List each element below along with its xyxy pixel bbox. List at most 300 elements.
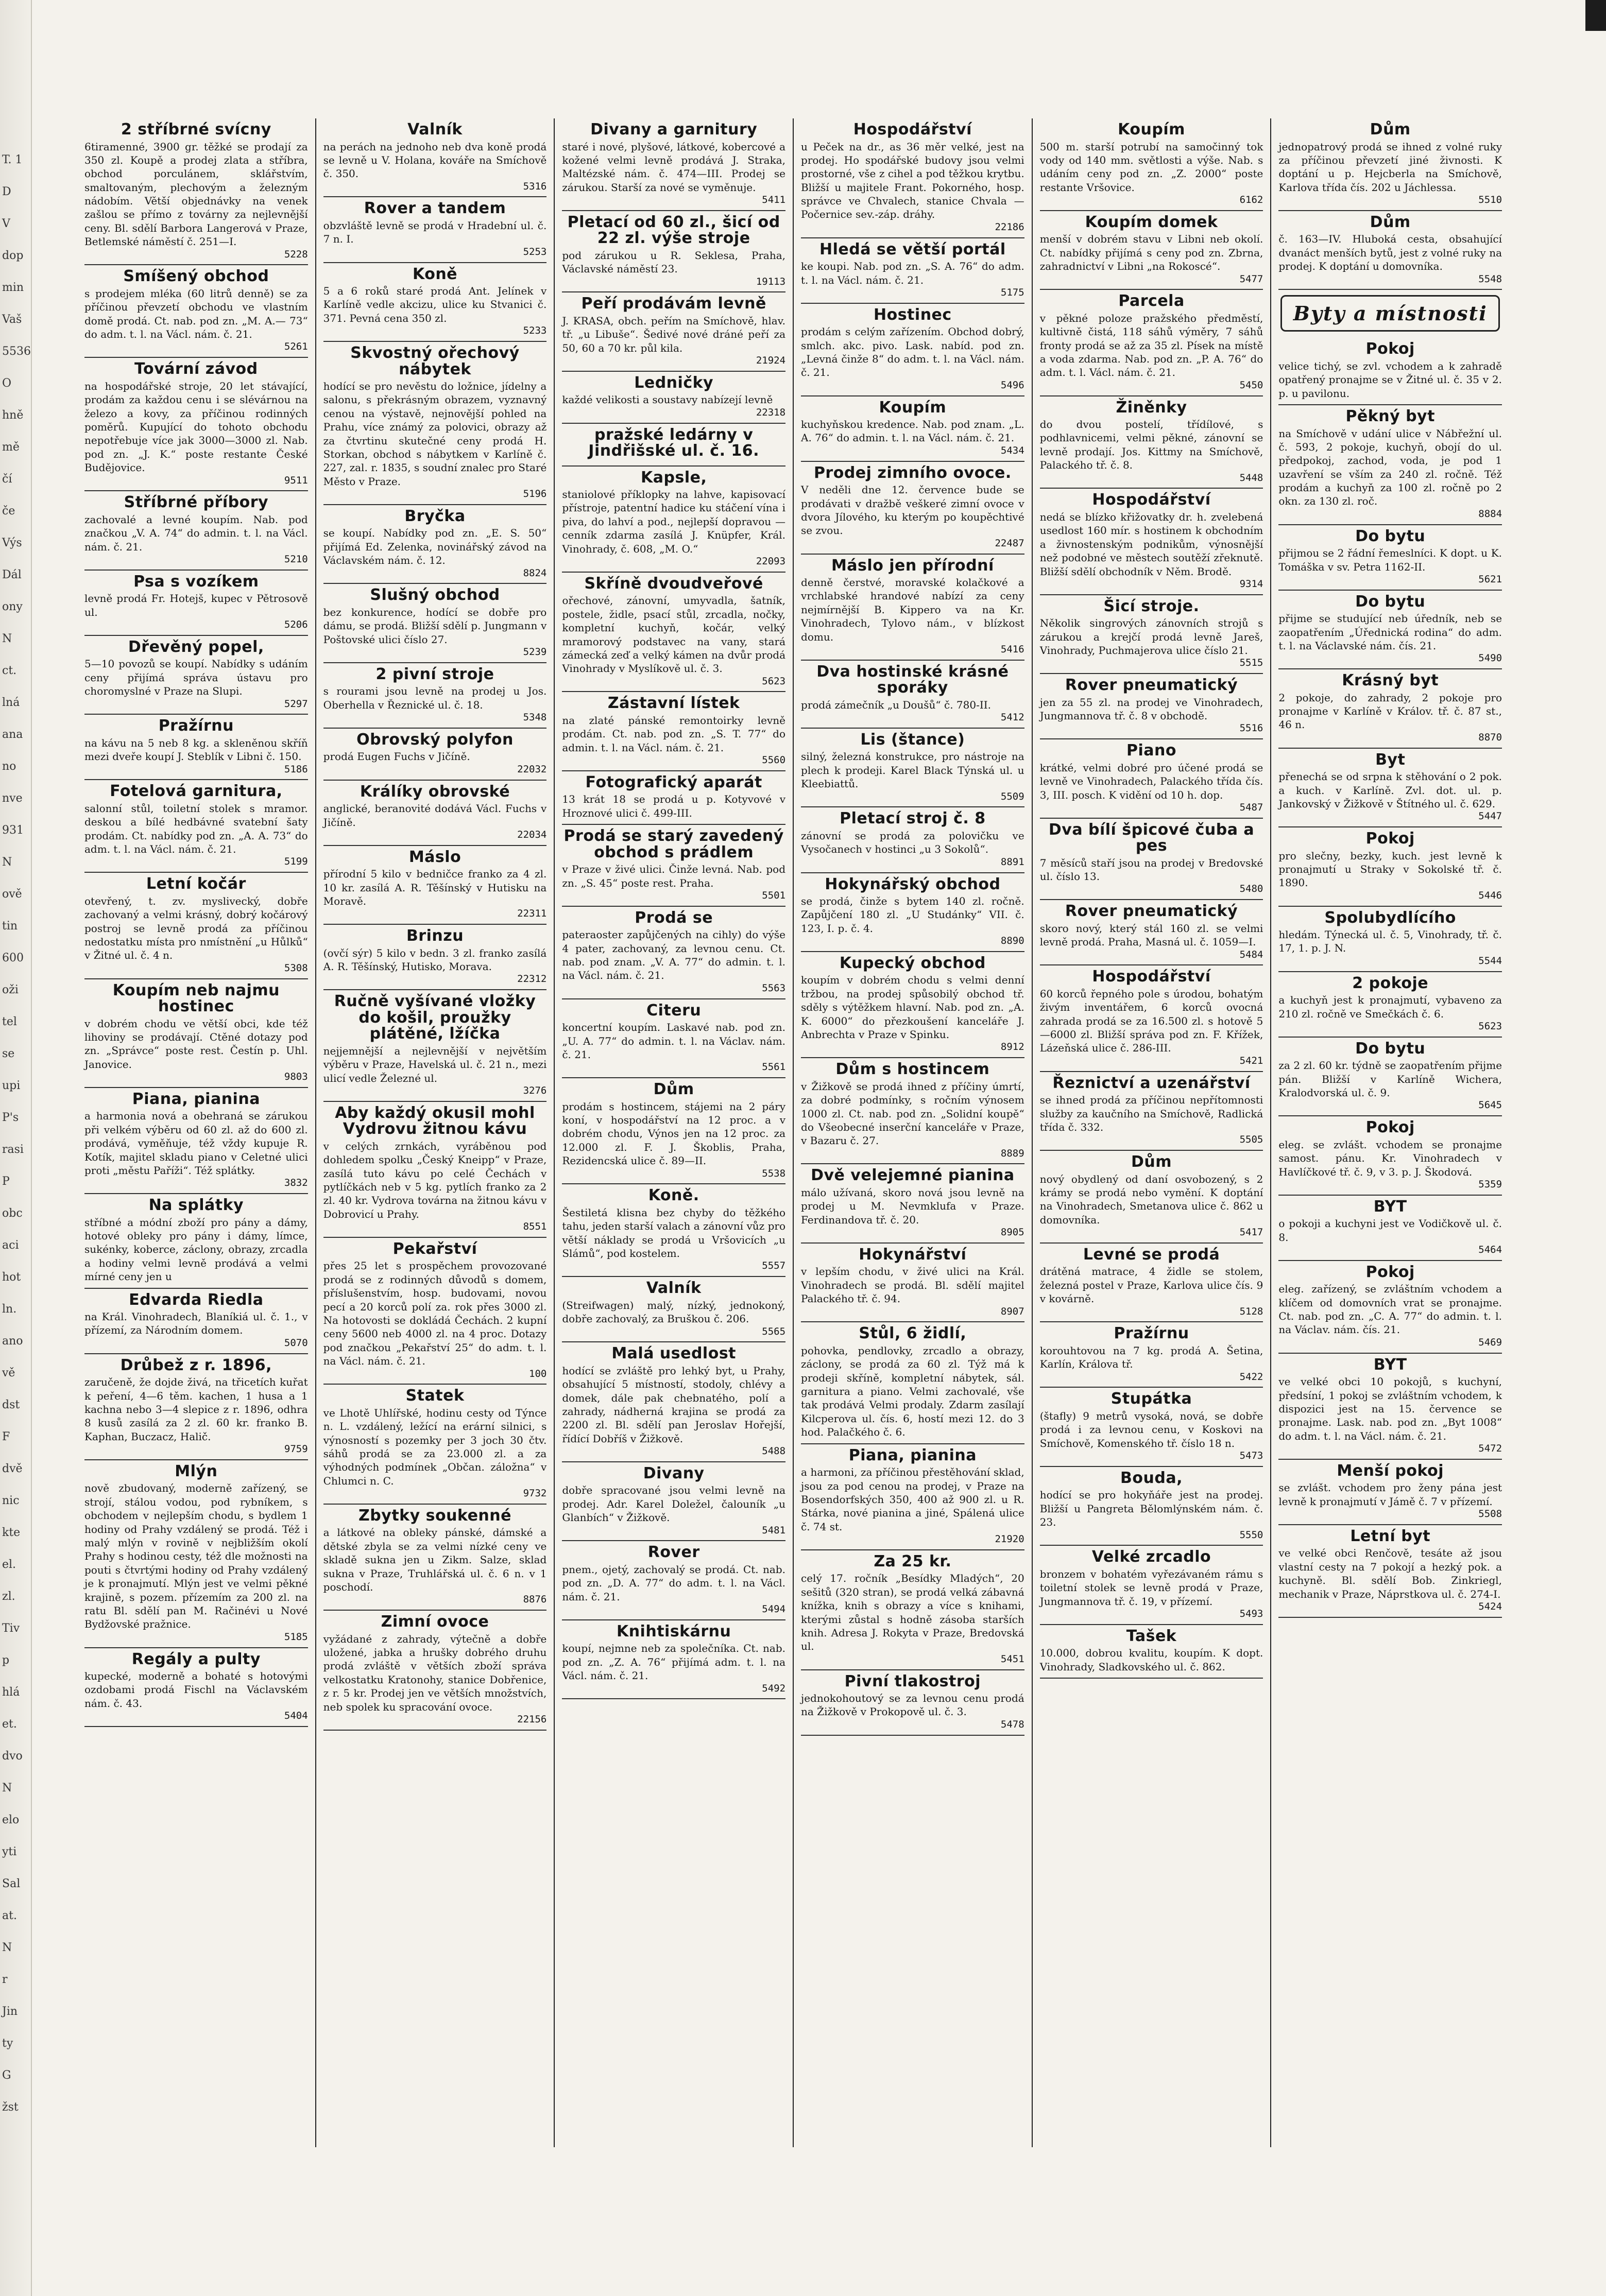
- adjacent-page-margin: [0, 0, 32, 2296]
- ad-number: 5645: [1478, 1099, 1502, 1111]
- ad-number: 5424: [1478, 1601, 1502, 1613]
- ad-title: Hokynářství: [859, 1245, 967, 1264]
- ad-title: Dům: [1370, 120, 1411, 139]
- ad-title: Pokoj: [1365, 340, 1415, 358]
- classified-ad: [323, 197, 547, 263]
- ad-body: nový obydlený od daní osvobozený, s 2 krámy se prodá nebo vymění. K doptání na Vinohradech, Smetanova ulice č. 862 u domovníka.: [1039, 1172, 1263, 1226]
- classified-ad: [801, 238, 1024, 304]
- binding-fragment: min: [2, 281, 24, 294]
- ad-body: pateraoster zapůjčených na cihly) do výše 4 pater, zachovaný, za levnou cenu. Ct. nab. pod znam. „V. A. 77“ do admin. t. l. na Václ. nám. č. 21.: [562, 928, 786, 982]
- ad-body: koncertní koupím. Laskavé nab. pod zn. „U. A. 77“ do admin. t. l. na Václav. nám. č. 21.: [562, 1021, 786, 1061]
- ad-body: hodící se pro hokyňáře jest na prodej. Bližší u Pangreta Bělomlýnském nám. č. 23.: [1039, 1489, 1263, 1529]
- ad-body: se koupí. Nabídky pod zn. „E. S. 50“ přijímá Ed. Zelenka, novinářský závod na Václavském nám. č. 12.: [323, 527, 547, 567]
- ad-title: Stupátka: [1110, 1390, 1192, 1408]
- classified-ad: [801, 1322, 1024, 1444]
- binding-fragment: P: [2, 1175, 10, 1188]
- ad-title: Stůl, 6 židlí,: [859, 1324, 967, 1343]
- ad-body: na zlaté pánské remontoirky levně prodám. Ct. nab. pod zn. „S. T. 77“ do admin. t. l. na Václ. nám. č. 21.: [562, 714, 786, 754]
- ad-body: prodám s celým zařízením. Obchod dobrý, smlch. akc. pivo. Lask. nabíd. pod zn. „Levná činže 8“ do adm. t. l. na Václ. nám. č. 21.: [801, 325, 1024, 379]
- binding-fragment: P's: [2, 1111, 19, 1124]
- classified-ad: [1278, 211, 1502, 290]
- binding-fragment: no: [2, 760, 16, 773]
- binding-fragment: dop: [2, 249, 24, 262]
- classified-ad: [562, 573, 785, 693]
- binding-fragment: kte: [2, 1526, 21, 1539]
- classified-ad: [323, 925, 547, 990]
- ad-title: Máslo jen přírodní: [831, 556, 994, 575]
- classified-ad: [84, 636, 308, 715]
- ad-body: se ihned prodá za příčinou nepřítomnosti služby za kaučního na Smíchově, Radlická třída č. 332.: [1039, 1094, 1263, 1133]
- ad-body: eleg. zařízený, se zvláštním vchodem a klíčem od domovních vrat se pronajme. Ct. nab. pod zn. „C. A. 77“ do admin. t. l. na Václav. nám. čís. 21.: [1278, 1283, 1502, 1336]
- ad-title: Obrovský polyfon: [356, 730, 514, 749]
- binding-fragment: vě: [2, 1367, 15, 1379]
- classified-ad: [801, 1444, 1024, 1550]
- ad-title: Citeru: [646, 1001, 702, 1020]
- ad-title: Pražírnu: [1114, 1324, 1189, 1343]
- ad-column-1: [77, 118, 316, 2147]
- ad-body: málo užívaná, skoro nová jsou levně na prodej u M. Nevmklufa v Praze. Ferdinandova tř. č. 20.: [801, 1186, 1024, 1226]
- ad-number: 5451: [1000, 1653, 1024, 1665]
- ad-body: přenechá se od srpna k stěhování o 2 pok. a kuch. v Karlíně. Zvl. dot. ul. p. Jankovský v Žižkově v Štítného ul. č. 629.: [1278, 770, 1502, 810]
- ad-body: eleg. se zvlášt. vchodem se pronajme samost. pánu. Kr. Vinohradech v Havlíčkové tř. č. 9, v 3. p. J. Škodová.: [1278, 1138, 1502, 1178]
- binding-fragment: et.: [2, 1718, 17, 1731]
- ad-title: Hospodářství: [1092, 968, 1211, 986]
- classified-ad: [1278, 827, 1502, 906]
- classified-ad: [323, 584, 547, 663]
- ad-title: Dřevěný popel,: [128, 637, 264, 656]
- ad-number: 100: [529, 1368, 547, 1379]
- ad-title: Pěkný byt: [1345, 407, 1435, 425]
- ad-title: Hledá se větší portál: [819, 240, 1006, 258]
- ad-number: 5070: [284, 1337, 308, 1349]
- ad-number: 5316: [523, 180, 547, 192]
- ad-body: menší v dobrém stavu v Libni neb okolí. Ct. nabídky přijímá s ceny pod zn. Zbrna, zahradnictví v Libni „na Rokoscé“.: [1039, 233, 1263, 273]
- ad-number: 5623: [1478, 1020, 1502, 1032]
- binding-fragment: ana: [2, 728, 23, 741]
- binding-fragment: Vaš: [2, 313, 22, 326]
- ad-body: koupím v dobrém chodu s velmi denní tržbou, na prodej spůsobilý obchod tř. sděly s výtěžkem hlavní. Nab. pod zn. „A. K. 6000“ do přezkoušení kanceláře J. Anbrechta v Praze v Spinku.: [801, 974, 1024, 1041]
- ad-body: ořechové, zánovní, umyvadla, šatník, postele, židle, psací stůl, zrcadla, nočky, kompletní kuchyň, kočár, velký mramorový podstavec na vany, stará zámecká zeď a velký kámen na dvůr prodá Vinohrady v Myslíkově ul. č. 3.: [562, 594, 786, 675]
- classified-ad: [1278, 1261, 1502, 1354]
- binding-fragment: dst: [2, 1399, 20, 1411]
- binding-fragment: žst: [2, 2101, 19, 2114]
- ad-number: 5484: [1239, 948, 1263, 960]
- ad-body: Několik singrových zánovních strojů s zárukou a krejčí prodá levně Jareš, Vinohrady, Puchmajerova ulice číslo 21.: [1039, 617, 1263, 657]
- ad-title: BYT: [1373, 1355, 1407, 1374]
- ad-body: 60 korců řepného pole s úrodou, bohatým živým inventářem, 6 korců ovocná zahrada prodá se za 16.500 zl. s hotově 5—6000 zl. Bližší správa pod zn. F. Křížek, Lázeňská ulice č. 286-III.: [1039, 987, 1263, 1055]
- section-heading: Byty a místnosti: [1280, 295, 1500, 332]
- ad-body: levně prodá Fr. Hotejš, kupec v Pětrosově ul.: [84, 592, 308, 618]
- ad-number: 8905: [1000, 1227, 1024, 1238]
- binding-fragment: ano: [2, 1335, 23, 1348]
- ad-body: 500 m. starší potrubí na samočinný tok vody od 140 mm. světlosti a výše. Nab. s udáním ceny pod zn. „Z. 2000“ poste restante Vršovice.: [1039, 140, 1263, 194]
- classified-ad: [84, 1289, 308, 1354]
- classified-ad: [801, 729, 1024, 807]
- classified-ad: [323, 1238, 547, 1385]
- ad-title: Hostinec: [874, 305, 952, 324]
- ad-body: denně čerstvé, moravské kolačkové a vrchlabské hrandové nabízí za ceny nejmírnější B. Kippero va na Kr. Vinohradech, Tylovo nám., v blízkost domu.: [801, 576, 1024, 643]
- binding-fragment: V: [2, 217, 10, 230]
- binding-fragment: Výs: [2, 537, 22, 549]
- ad-title: Peří prodávám levně: [581, 295, 766, 313]
- ad-number: 5473: [1239, 1450, 1263, 1462]
- corner-mark: [1585, 0, 1606, 31]
- ad-number: 5239: [523, 646, 547, 658]
- binding-fragment: tin: [2, 920, 18, 933]
- ad-title: 2 pokoje: [1352, 974, 1429, 992]
- ad-number: 5422: [1239, 1371, 1263, 1383]
- classified-ad: [801, 1164, 1024, 1243]
- classified-ad: [323, 1611, 547, 1731]
- ad-title: Regály a pulty: [131, 1650, 261, 1668]
- classified-ad: [323, 729, 547, 781]
- ad-body: koupí, nejmne neb za společníka. Ct. nab. pod zn. „Z. A. 76“ přijímá adm. t. l. na Václ. nám. č. 21.: [562, 1642, 786, 1682]
- classified-ad: [801, 1058, 1024, 1164]
- binding-fragment: G: [2, 2069, 11, 2082]
- ad-title: Skříně dvoudveřové: [584, 574, 763, 593]
- ad-number: 5175: [1000, 286, 1024, 298]
- classified-ad: [562, 1277, 785, 1342]
- ad-body: o pokoji a kuchyni jest ve Vodičkově ul. č. 8.: [1278, 1217, 1502, 1244]
- classified-ad: [323, 1505, 547, 1611]
- classified-ad: [562, 1462, 785, 1541]
- ad-title: Byt: [1375, 750, 1406, 769]
- ad-number: 5516: [1239, 722, 1263, 734]
- classified-ad: [562, 211, 785, 293]
- classified-ad: [323, 118, 547, 197]
- classified-ad: [323, 846, 547, 925]
- ad-number: 5404: [284, 1710, 308, 1722]
- ad-title: 2 pivní stroje: [375, 665, 494, 683]
- classified-ad: [562, 424, 785, 467]
- ad-number: 8891: [1000, 856, 1024, 868]
- binding-fragment: 600: [2, 952, 24, 964]
- ad-body: v Žižkově se prodá ihned z příčiny úmrtí, za dobré podmínky, s ročním výnosem 1000 zl. Ct. nab. pod zn. „Solidní koupě“ do Všeobecné inserční kanceláře v Praze, v Bazaru č. 27.: [801, 1080, 1024, 1147]
- classified-ads-page: [77, 118, 1509, 2147]
- ad-title: Hospodářství: [1092, 491, 1211, 509]
- ad-number: 5621: [1478, 573, 1502, 585]
- ad-number: 8912: [1000, 1041, 1024, 1053]
- binding-fragment: ln.: [2, 1303, 17, 1316]
- ad-body: hodící se zvláště pro lehký byt, u Prahy, obsahující 5 místností, stodoly, chlévy a domek, dále pak chebnatého, polí a zahrady, nádherná krajina se prodá za 2200 zl. Bl. sdělí pan Jeroslav Hořejší, řídící Dobříš v Žižkově.: [562, 1364, 786, 1445]
- ad-column-2: [316, 118, 555, 2147]
- ad-number: 5448: [1239, 472, 1263, 484]
- ad-number: 8890: [1000, 935, 1024, 947]
- classified-ad: [1040, 965, 1263, 1072]
- ad-body: skoro nový, který stál 160 zl. se velmi levně prodá. Praha, Masná ul. č. 1059—I.: [1039, 922, 1263, 948]
- ad-title: Tovární závod: [134, 360, 258, 378]
- classified-ad: [1040, 396, 1263, 489]
- classified-ad: [84, 1354, 308, 1460]
- ad-title: Řeznictví a uzenářství: [1052, 1074, 1251, 1092]
- binding-fragment: obc: [2, 1207, 23, 1220]
- classified-ad: [84, 358, 308, 491]
- classified-ad: [562, 771, 785, 825]
- ad-title: Pokoj: [1365, 830, 1415, 848]
- classified-ad: [1278, 525, 1502, 591]
- ad-number: 5196: [523, 488, 547, 500]
- ad-title: Dům: [1370, 213, 1411, 231]
- ad-number: 5496: [1000, 379, 1024, 391]
- ad-title: Skvostný ořechový nábytek: [350, 344, 520, 378]
- ad-title: Zbytky soukenné: [358, 1506, 511, 1525]
- classified-ad: [801, 1670, 1024, 1736]
- ad-title: Piana, pianina: [132, 1090, 260, 1108]
- ad-title: Edvarda Riedla: [129, 1290, 264, 1309]
- classified-ad: [1278, 1116, 1502, 1195]
- binding-fragment: T. 1: [2, 153, 23, 166]
- ad-number: 5565: [762, 1325, 786, 1337]
- ad-column-6: [1271, 118, 1509, 2147]
- binding-fragment: N: [2, 1941, 12, 1954]
- ad-title: Krásný byt: [1342, 671, 1439, 690]
- classified-ad: [323, 1102, 547, 1238]
- ad-title: Lis (štance): [860, 730, 965, 749]
- ad-number: 5472: [1478, 1443, 1502, 1455]
- ad-number: 5515: [1239, 657, 1263, 669]
- ad-number: 5185: [284, 1631, 308, 1643]
- ad-number: 5210: [284, 553, 308, 565]
- ad-body: na hospodářské stroje, 20 let stávající, prodám za každou cenu i se slévárnou na železo a kovy, za příčinou rodinných poměrů. Kupující do tohoto obchodu nepotřebuje více jak 3000—3000 zl. Nab. pod zn. „J. K.“ poste restante České Budějovice.: [84, 379, 308, 474]
- ad-number: 5481: [762, 1524, 786, 1536]
- classified-ad: [1040, 674, 1263, 739]
- ad-title: Bouda,: [1120, 1469, 1183, 1487]
- classified-ad: [323, 663, 547, 729]
- ad-body: se zvlášt. vchodem pro ženy pána jest levně k pronajmutí v Jámě č. 7 v přízemí.: [1278, 1481, 1502, 1508]
- ad-number: 5450: [1239, 379, 1263, 391]
- ad-title: Prodá se starý zavedený obchod s prádlem: [563, 827, 784, 861]
- ad-body: na perách na jednoho neb dva koně prodá se levně u V. Holana, kováře na Smíchově č. 350.: [323, 140, 547, 180]
- ad-title: Letní kočár: [146, 875, 246, 893]
- binding-fragment: Sal: [2, 1877, 21, 1890]
- ad-number: 22093: [756, 556, 786, 567]
- classified-ad: [323, 781, 547, 846]
- ad-body: pohovka, pendlovky, zrcadlo a obrazy, záclony, se prodá za 60 zl. Týž má k prodeji skříně, kompletní nábytek, sál. garnitura a piano. Velmi zachovalé, vše tak prodává Velmi prodaly. Zdarm zasílají Kilcperova ul. čís. 6, hostí mezi 12. do 3 hod. Palačkého č. 6.: [801, 1344, 1024, 1439]
- ad-body: každé velikosti a soustavy nabízejí levně: [562, 393, 773, 406]
- ad-title: Slušný obchod: [370, 586, 500, 605]
- binding-fragment: dvo: [2, 1750, 23, 1763]
- ad-title: Rover a tandem: [364, 199, 506, 218]
- ad-number: 5561: [762, 1061, 786, 1073]
- ad-number: 5480: [1239, 883, 1263, 895]
- classified-ad: [1040, 1322, 1263, 1388]
- ad-body: korouhtovou na 7 kg. prodá A. Šetina, Karlín, Králova tř.: [1039, 1344, 1263, 1371]
- classified-ad: [1278, 591, 1502, 669]
- ad-title: Spolubydlícího: [1324, 908, 1456, 927]
- classified-ad: [1040, 739, 1263, 818]
- ad-number: 5548: [1478, 273, 1502, 285]
- ad-body: stříbné a módní zboží pro pány a dámy, hotové obleky pro pány i dámy, límce, sukénky, koberce, záclony, obrazy, zrcadla a hodiny velmi levně prodává a velmi mírné ceny jen u: [84, 1216, 308, 1283]
- ad-title: Dům: [653, 1080, 694, 1099]
- classified-ad: [562, 1541, 785, 1620]
- binding-fragment: el.: [2, 1558, 16, 1571]
- ad-number: 5505: [1239, 1134, 1263, 1146]
- ad-number: 8870: [1478, 731, 1502, 743]
- classified-ad: [1040, 1625, 1263, 1679]
- classified-ad: [1278, 1038, 1502, 1116]
- binding-fragment: 5536: [2, 345, 31, 358]
- ad-body: v celých zrnkách, vyráběnou pod dohledem spolku „Český Kneipp“ v Praze, zasílá tuto kávu po celé Čechách v pytlíčkách neb v 5 kg. pytlích franko za 2 zl. 40 kr. Vydrova továrna na žitnou kávu v Dobrovicí u Prahy.: [323, 1140, 547, 1220]
- classified-ad: [84, 1648, 308, 1727]
- ad-title: Šicí stroje.: [1103, 597, 1200, 615]
- classified-ad: [801, 661, 1024, 729]
- ad-number: 5509: [1000, 790, 1024, 802]
- ad-title: Menší pokoj: [1337, 1461, 1444, 1480]
- ad-body: jednokohoutový se za levnou cenu prodá na Žižkově v Prokopově ul. č. 3.: [801, 1692, 1024, 1718]
- ad-body: kupecké, moderně a bohaté s hotovými ozdobami prodá Fischl na Václavském nám. č. 43.: [84, 1670, 308, 1710]
- ad-body: a látkové na obleky pánské, dámské a dětské zbyla se za velmi nízké ceny ve skladě sukna jen u Zikm. Salze, sklad sukna v Praze, Truhlářská ul. č. 6 n. v 1 poschodí.: [323, 1526, 547, 1593]
- ad-number: 5447: [1478, 810, 1502, 822]
- ad-number: 5206: [284, 619, 308, 631]
- ad-number: 3832: [284, 1177, 308, 1189]
- binding-fragment: N: [2, 856, 12, 869]
- ad-number: 5199: [284, 856, 308, 868]
- ad-body: jen za 55 zl. na prodej ve Vinohradech, Jungmannova tř. č. 8 v obchodě.: [1039, 696, 1263, 722]
- ad-title: Stříbrné příbory: [124, 493, 269, 512]
- classified-ad: [323, 342, 547, 505]
- ad-body: 5—10 povozů se koupí. Nabídky s udáním ceny přijímá správa ústavu pro choromyslné v Praze na Slupi.: [84, 658, 308, 698]
- ad-number: 5446: [1478, 889, 1502, 901]
- ad-number: 5490: [1478, 652, 1502, 664]
- classified-ad: [1278, 1354, 1502, 1460]
- ad-number: 21920: [995, 1533, 1024, 1545]
- ad-title: Pekařství: [392, 1239, 477, 1258]
- ad-title: Levné se prodá: [1083, 1245, 1220, 1264]
- classified-ad: [1278, 338, 1502, 405]
- ad-body: otevřený, t. zv. myslivecký, dobře zachovaný a velmi krásný, dobrý kočárový postroj se levně prodá za příčinou nedostatku místa pro nmístnění „u Hůlků“ v Žitné ul. č. 4 n.: [84, 894, 308, 962]
- ad-body: pod zárukou u R. Seklesa, Praha, Václavské náměstí 23.: [562, 249, 786, 275]
- classified-ad: [1278, 118, 1502, 211]
- ad-body: se prodá, činže s bytem 140 zl. ročně. Zapůjčení 180 zl. „U Studánky“ VII. č. 123, I. p. č. 4.: [801, 895, 1024, 935]
- ad-number: 22032: [517, 763, 547, 775]
- ad-number: 22311: [517, 908, 547, 920]
- classified-ad: [1278, 907, 1502, 972]
- ad-body: 5 a 6 roků staré prodá Ant. Jelínek v Karlíně vedle akcizu, ulice ku Stvanici č. 371. Pevná cena 350 zl.: [323, 285, 547, 324]
- binding-fragment: lná: [2, 696, 20, 709]
- ad-body: přijme se studující neb úředník, neb se zaopatřením „Úřednická rodina“ do adm. t. l. na Václavské nám. čís. 21.: [1278, 612, 1502, 652]
- ad-body: staniolové příklopky na lahve, kapisovací přístroje, patentní hadice ku stáčení vína i piva, do lahví a pod., nejlepší dopravou — cenník zdarma zasílá J. Knüpfer, Král. Vinohrady, č. 608, „M. O.“: [562, 488, 786, 555]
- ad-number: 22156: [517, 1714, 547, 1725]
- binding-fragment: hně: [2, 409, 24, 422]
- ad-title: Knihtiskárnu: [616, 1622, 731, 1641]
- ad-body: Šestiletá klisna bez chyby do těžkého tahu, jeden starší valach a zánovní vůz pro větší náklady se prodá u Vršovicích „u Slámů“, pod kostelem.: [562, 1206, 786, 1260]
- ad-body: na kávu na 5 neb 8 kg. a skleněnou skříň mezi dveře koupí J. Steblík v Libni č. 150.: [84, 736, 308, 763]
- classified-ad: [1278, 749, 1502, 827]
- ad-number: 5253: [523, 246, 547, 257]
- ad-body: 2 pokoje, do zahrady, 2 pokoje pro pronajme v Karlíně v Králov. tř. č. 87 st., 46 n.: [1278, 691, 1502, 731]
- ad-title: Koupím domek: [1085, 213, 1218, 231]
- binding-fragment: p: [2, 1654, 10, 1667]
- ad-body: nejjemnější a nejlevnější v největším výběru v Praze, Havelská ul. č. 21 n., mezi ulicí vedle Železné ul.: [323, 1044, 547, 1084]
- classified-ad: [562, 1342, 785, 1462]
- ad-title: Tašek: [1126, 1627, 1177, 1645]
- ad-body: u Peček na dr., as 36 měr velké, jest na prodej. Ho spodářské budovy jsou velmi prostorné, vše z cihel a pod těžkou krytbu. Bližší u majitele Frant. Pokorného, hosp. správce ve Chvalech, stanice Chvala — Počernice sev.-záp. dráhy.: [801, 140, 1024, 221]
- ad-title: BYT: [1373, 1197, 1407, 1216]
- ad-body: bez konkurence, hodící se dobře pro dámu, se prodá. Bližší sdělí p. Jungmann v Poštovské ulici číslo 27.: [323, 606, 547, 646]
- ad-body: zánovní se prodá za polovičku ve Vysočanech v hostinci „u 3 Sokolů“.: [801, 829, 1024, 856]
- classified-ad: [84, 118, 308, 265]
- ad-title: Valník: [407, 120, 463, 139]
- classified-ad: [1040, 1244, 1263, 1322]
- classified-ad: [1040, 1388, 1263, 1466]
- classified-ad: [84, 780, 308, 873]
- ad-number: 22186: [995, 221, 1024, 233]
- ad-number: 5128: [1239, 1305, 1263, 1317]
- ad-title: Dům s hostincem: [835, 1060, 990, 1079]
- ad-title: Piano: [1126, 741, 1177, 760]
- classified-ad: [1278, 972, 1502, 1038]
- ad-title: Dvě velejemné pianina: [811, 1166, 1015, 1185]
- ad-number: 5508: [1478, 1508, 1502, 1520]
- ad-body: č. 163—IV. Hluboká cesta, obsahující dvanáct menších bytů, jest z volné ruky na prodej. K doptání u domovníka.: [1278, 233, 1502, 273]
- classified-ad: [1040, 1467, 1263, 1546]
- ad-title: Koně.: [648, 1186, 699, 1205]
- ad-number: 5501: [762, 890, 786, 902]
- ad-title: Divany: [643, 1464, 705, 1482]
- ad-body: kuchyňskou kredence. Nab. pod znam. „L. A. 76“ do admin. t. l. na Václ. nám. č. 21.: [801, 418, 1024, 444]
- ad-body: celý 17. ročník „Besídky Mladých“, 20 sešitů (320 stran), se prodá velká zábavná knížka, knih s obrazy a více s knihami, kterými zůstal s hodně zásoba starších knih. Adresa J. Rokyta v Praze, Bredovská ul.: [801, 1572, 1024, 1653]
- ad-number: 22312: [517, 973, 547, 985]
- ad-title: Zimní ovoce: [381, 1613, 489, 1631]
- ad-title: Do bytu: [1355, 527, 1426, 545]
- ad-number: 5560: [762, 754, 786, 766]
- ad-title: Statek: [405, 1387, 465, 1405]
- classified-ad: [84, 1194, 308, 1288]
- classified-ad: [84, 715, 308, 780]
- ad-number: 9314: [1239, 578, 1263, 590]
- ad-title: Ledničky: [634, 373, 714, 392]
- ad-number: 22487: [995, 537, 1024, 549]
- ad-title: Prodej zimního ovoce.: [813, 463, 1012, 482]
- binding-fragment: rasi: [2, 1143, 24, 1156]
- ad-title: Pivní tlakostroj: [844, 1672, 981, 1690]
- classified-ad: [562, 292, 785, 371]
- classified-ad: [801, 462, 1024, 555]
- ad-title: pražské ledárny v Jindřišské ul. č. 16.: [588, 425, 760, 460]
- ad-body: 6tiramenné, 3900 gr. těžké se prodají za 350 zl. Koupě a prodej zlata a stříbra, obchod porculánem, sklářstvím, smaltovaným, plechovým a železným nádobím. Větší objednávky na venek zašlou se přímo z továrny za nejlevnější ceny. Bl. sdělí Barbora Langerová v Praze, Betlemské náměstí č. 251—I.: [84, 140, 308, 248]
- ad-title: Mlýn: [175, 1462, 218, 1480]
- ad-title: Psa s vozíkem: [133, 572, 259, 591]
- ad-title: Bryčka: [404, 507, 466, 525]
- classified-ad: [323, 505, 547, 584]
- ad-body: staré i nové, plyšové, látkové, kobercové a kožené velmi levně prodává J. Straka, Maltézské nám. č. 474—III. Prodej se zárukou. Starší za nové se vyměnuje.: [562, 140, 786, 194]
- ad-number: 5421: [1239, 1055, 1263, 1066]
- ad-title: Kapsle,: [641, 468, 707, 487]
- binding-fragment: yti: [2, 1845, 17, 1858]
- ad-number: 5492: [762, 1682, 786, 1694]
- classified-ad: [84, 979, 308, 1088]
- ad-title: Piana, pianina: [848, 1446, 977, 1464]
- ad-title: Máslo: [408, 848, 462, 866]
- ad-number: 21924: [756, 355, 786, 367]
- classified-ad: [562, 907, 785, 999]
- ad-column-5: [1033, 118, 1272, 2147]
- ad-body: s prodejem mléka (60 litrů denně) se za příčinou převzetí obchodu ve vlastním domě prodá. Ct. nab. pod zn. „M. A.— 73“ do adm. t. l. na Václ. nám. č. 21.: [84, 287, 308, 341]
- ad-title: Brinzu: [406, 927, 464, 945]
- ad-body: pro slečny, bezky, kuch. jest levně k pronajmutí u Straky v Sokolské tř. č. 1890.: [1278, 849, 1502, 889]
- ad-body: a harmonia nová a obehraná se zárukou při velkém výběru od 60 zl. až do 600 zl. prodává, vyměňuje, též vždy kupuje R. Kotík, majitel skladu piano v Celetné ulici proti „městu Paříži“. Též splátky.: [84, 1110, 308, 1177]
- ad-number: 5623: [762, 675, 786, 687]
- ad-body: pnem., ojetý, zachovalý se prodá. Ct. nab. pod zn. „D. A. 77“ do adm. t. l. na Václ. nám. č. 21.: [562, 1563, 786, 1603]
- ad-number: 22318: [756, 406, 786, 418]
- ad-title: Dva hostinské krásné sporáky: [816, 662, 1009, 697]
- binding-fragment: upi: [2, 1079, 21, 1092]
- ad-number: 5297: [284, 698, 308, 710]
- ad-title: Pletací stroj č. 8: [840, 809, 986, 828]
- ad-title: Koně: [412, 265, 458, 283]
- binding-fragment: aci: [2, 1239, 19, 1252]
- binding-fragment: če: [2, 505, 15, 517]
